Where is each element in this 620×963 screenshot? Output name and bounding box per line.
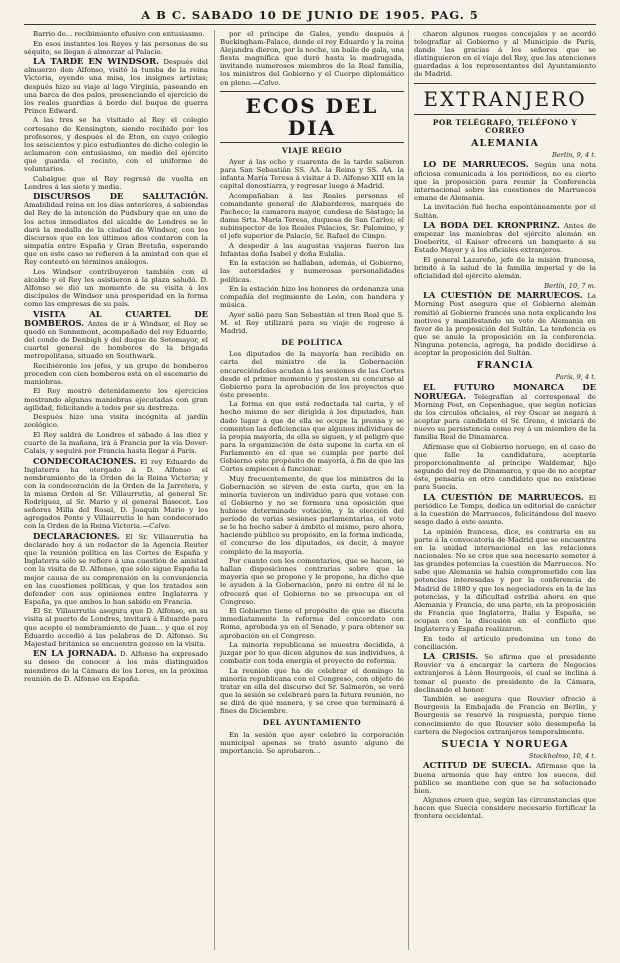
paragraph: El Gobierno tiene el propósito de que se discuta inmediatamente la reforma del concordato con Roma, aprobada ya en el Senado, y para obtener su aprobación en el Congreso.: [220, 607, 404, 640]
article-heading: LA TARDE EN WINDSOR. Después del almuerzo don Alfonso, visitó la tumba de la reina Victoria, oyendo una misa, los insignes artistas; después hizo su viaje al lago Virginia, paseando en una barca de dos palos, presenciando el ejercicio de los reales guardias á bordo del buque de guerra Prince Edward.: [24, 56, 208, 115]
subsection-heading: DE POLÍTICA: [281, 338, 343, 348]
country-heading: ALEMANIA: [471, 137, 539, 149]
paragraph: En la estación hizo los honores de ordenanza una compañía del regimiento de León, con bandera y música.: [220, 285, 404, 310]
paragraph: Los Windsor contribuyeron también con el alcalde y el Rey les asistieron á la plaza saludó. D. Alfonso se dió un momento de su visita á los discípulos de Windsor una prosperidad en la forma como las empresas de su país.: [24, 267, 208, 308]
article-heading: CONDECORACIONES. El rey Eduardo de Inglaterra ha otorgado á D. Alfonso el nombramiento de la Orden de la Reina Victoria; y con la condecoración de la Orden de la Jarretera, y la misma Orden al Sr. Villaurrutia, al general Sr. Rodríguez, al Sr. Mario y el general Basecot. Los señores Milla del Rosal, D. Joaquín Mario y los agregados Ponte y Villaurrutia le han condecorado con la Orden de la Reina Victoria.—Calvo.: [24, 455, 208, 531]
article-heading: VISITA AL CUARTEL DE BOMBEROS. Antes de ir á Windsor, el Rey se quedó en Sonnemont, acompañado del rey Eduardo, del conde de Denbigh y del duque de Sotomayor, el cuartel general de bomberos de la brigada metropolitana, situado en Southwark.: [24, 308, 208, 361]
article-heading: ACTITUD DE SUECIA. Afírmase que la buena armonía que hay entre los suecos, del público se mantiene con que se ha solucionado bien.: [414, 760, 596, 795]
column-1: [24, 30, 208, 684]
paragraph: El Rey saldrá de Londres el sábado á las diez y cuarto de la mañana, irá á Francia por la vía Dover-Calais, y seguirá por Francia hasta llegar á París.: [24, 430, 208, 456]
paragraph: Recibiéronle los jefes, y un grupo de bomberos proceden con cien bomberos está en el escenario de maniobras.: [24, 361, 208, 386]
paragraph: Los diputados de la mayoría han recibido en carta del ministro de la Gobernación encareciéndoles acudan á las sesiones de las Cortes desde el primer momento y presten su concurso al Gobierno para la aprobación de los proyectos que éste presente.: [220, 350, 404, 399]
article-heading: LA CRISIS. Se afirma que el presidente Rouvier va á encargar la cartera de Negocios extranjeros á Léon Bourgeois, el cual se inclina á tomar el puesto de presidente de la Cámara, declinando el honor.: [414, 651, 596, 694]
paragraph: En todo el artículo predomina un tono de conciliación.: [414, 634, 596, 651]
paragraph: La opinión francesa, dice, es contraria en su parte á la convocatoria de Madrid que se encuentra en la unidad internacional en las relaciones nacionales. No se cree que sea necesario someter á las grandes potencias la cuestión de Marruecos. No sabe que Alemania se había comprometido con las potencias interesadas y por la conferencia de Madrid de 1880 y que los negociadores en la de las potencias, y la dificultad estriba ahora en que Alemania y Francia, de una parte, en la proposición de Francia que Inglaterra, Italia y España, se ocupan con la discusión en el conflicto que Inglaterra y España realizaron.: [414, 527, 596, 633]
subsection-heading: DEL AYUNTAMIENTO: [262, 718, 362, 728]
paragraph: Por cuanto con los comentarios, que se hacen, se hallan disposiciones contrarias sobre que la mayoría que se propone y le propone, ha dicho que le ayuden á la Gobernación, pero ni entre él ni le ofrecerá que el Gobierno no se preocupa en el Congreso.: [220, 557, 404, 606]
paragraph: El Sr. Villaurrutia asegura que D. Alfonso, en su visita al puerto de Londres, invitará á Eduardo para que acepte el nombramiento de Juan... y que el rey Eduardo accedió á las palabras de D. Alfonso. Su Majestad británica se encuentra gozoso en la visita.: [24, 607, 208, 648]
dateline: Berlín, 9, 4 t.: [552, 150, 596, 159]
page-header: A B C. SABADO 10 DE JUNIO DE 1905. PAG. 5: [141, 8, 479, 22]
article-heading: LA CUESTIÓN DE MARRUECOS. La Morning Post asegura que el Gobierno alemán remitió al Gobierno francés una nota explicando los motivos y manifestando un voto de Alemania en favor de la proposición del Sultán. La tendencia es que se anule la proposición en la conferencia. Ninguna potencia, agrega, ha podido decidirse á aceptar la proposición del Sultán.: [414, 290, 596, 357]
column-3: [414, 30, 596, 822]
paragraph: La reunión que ha de celebrar el domingo la minoría republicana con el Congreso, con objeto de tratar en ella del discurso del Sr. Salmerón, se verá que la sesión se celebrará para la futura reunión, no se dirá de qué manera, y se cree que terminará á fines de Diciembre.: [220, 666, 404, 716]
header-rule: [24, 24, 596, 25]
paragraph: Después hizo una visita incógnita al jardín zoológico.: [24, 413, 208, 430]
column-divider: [408, 30, 409, 950]
dateline: París, 9, 4 t.: [555, 373, 596, 382]
dateline: Stockholmo, 10, 4 t.: [528, 751, 596, 760]
paragraph: En la sesión que ayer celebró la corporación municipal apenas se trató asunto alguno de importancia. Se aprobaron...: [220, 730, 404, 755]
paragraph: Afírmase que el Gobierno noruego, en el caso de que falle la candidatura, aceptaría proporcionalmente al príncipe Waldemar, hijo segundo del rey de Dinamarca, y que de no aceptar éste, pensaría en otro candidato que no existiese para Suecia.: [414, 442, 596, 492]
article-heading: EL FUTURO MONARCA DE NORUEGA. Telegrafían al corresponsal de Morning Post, en Copenhague, que según noticias de los círculos oficiales, el rey Oscar se negará á aceptar para candidato el Sr. Greno, é iniciará de nuevo su persistencia como rey á un miembro de la familia Real de Dinamarca.: [414, 381, 596, 442]
paragraph: En esos instantes los Reyes y las personas de su séquito, se llegan á almorzar al Palacio.: [24, 39, 208, 56]
dateline: Berlín, 10, 7 m.: [544, 281, 596, 290]
article-heading: LA BODA DEL KRONPRINZ. Antes de empezar las maniobras del ejército alemán en Doeberitz, el Kaiser ofrecerá un banquete á su Estado Mayor y á los oficiales extranjeros.: [414, 220, 596, 255]
paragraph: A las tres se ha visitado al Rey el colegio cortesano de Kensington, siendo recibido por los profesores, y después el de Eton, en cuyo colegio los seiscientos y pico estudiantes de dicho colegio le aclamaron con entusiasmo, en medio del ejército que guarda el recinto, con el uniforme de voluntarios.: [24, 116, 208, 173]
paragraph: A despedir á las augustas viajeras fueron las Infantas doña Isabel y doña Eulalia.: [220, 241, 404, 258]
paragraph: Muy frecuentemente, de que los ministros de la Gobernación se sirven de esta carta, que en la minoría tuvieron un individuo para que votase con el Gobierno y no se formara una oposición que hubiese determinado votación, y la elección del período de varias sesiones parlamentarias, el voto se le ha hecho saber á ámbito el mismo, pero ahora, haciendo público su propósito, en la forma indicada, el concurso de los diputados, es decir, á mayor completo de la mayoría.: [220, 474, 404, 556]
paragraph: El general Lazareño, jefe de la misión francesa, brindó á la salud de la familia imperial y de la oficialidad del ejército alemán.: [414, 255, 596, 281]
paragraph: La minoría republicana se muestra decidida, á juzgar por lo que dicen algunos de sus individuos, á combatir con toda energía el proyecto de reforma.: [220, 641, 404, 666]
article-heading: EN LA JORNADA. D. Alfonso ha expresado su deseo de conocer á los más distinguidos miembros de la Cámara de los Lores, en la próxima reunión de D. Alfonso en España.: [24, 648, 208, 683]
paragraph: Ayer salió para San Sebastián el tren Real que S. M. el Rey utilizará para su viaje de regreso á Madrid.: [220, 310, 404, 336]
paragraph: Ayer á las ocho y cuarenta de la tarde salieron para San Sebastián SS. AA. la Reina y SS. AA. la infanta María Teresa á visitar á D. Alfonso XIII en la capital donostiarra, y regresar luego á Madrid.: [220, 157, 404, 191]
column-2: [220, 30, 404, 756]
section-title-extranjero: EXTRANJERO: [414, 83, 596, 115]
section-title-ecos: ECOS DEL DIA: [220, 91, 404, 143]
country-heading: SUECIA Y NORUEGA: [441, 738, 569, 750]
paragraph: La forma en que está redactada tal carta, y el hecho mismo de ser dirigida á los diputados, han dado lugar á que de ella se ocupe la prensa y se comenten las deficiencias que algunos individuos de la propia mayoría, de ella se siguen, y el peligro que para la organización de ésta supone la carta en el Parlamento en el que se cumpla por parte del Gobierno este propósito de mayoría, á fin de que las Cortes empiecen á funcionar.: [220, 400, 404, 474]
paragraph: El Rey mostró detenidamente los ejercicios mostrando algunas maniobras ejecutadas con gran agilidad, felicitando á todos por su destreza.: [24, 387, 208, 412]
article-heading: DISCURSOS DE SALUTACIÓN. Amabilidad reina en los días anteriores, á sabiendas del Rey de la intención de Pudsbury que en uno de los actos inmediatos del alcalde de Londres se le dará la medalla de la ciudad de Windsor, con los discursos que en los últimos años contaron con la simpatía entre España y Gran Bretaña, esperando que en este caso se refieren á la amistad con que el Rey contestó en términos análogos.: [24, 191, 208, 267]
section-subtitle: POR TELÉGRAFO, TELÉFONO Y CORREO: [432, 117, 578, 135]
paragraph: En la estación se hallaban, además, el Gobierno, las autoridades y numerosas personalidades políticas.: [220, 259, 404, 284]
paragraph: La invitación fué hecha espontáneamente por el Sultán.: [414, 203, 596, 220]
paragraph: por el príncipe de Gales, yendo después á Buckingham-Palace, donde el rey Eduardo y la reina Alejandra dieron, por la noche, un baile de gala, una fiesta magnífica que duró hasta la madrugada, invitando numerosos miembros de la Real familia, los ministros del Gobierno y el Cuerpo diplomático en pleno.—Calvo.: [220, 30, 404, 87]
paragraph: Cabalgue que el Rey regresó de vuelta en Londres á las siete y media.: [24, 174, 208, 191]
column-divider: [214, 30, 215, 950]
article-heading: LA CUESTIÓN DE MARRUECOS. El periódico Le Temps, dedica un editorial de carácter á la cuestión de Marruecos, felicitándose del nuevo sesgo dado á este asunto.: [414, 492, 596, 527]
article-heading: DECLARACIONES. El Sr. Villaurrutia ha declarado hoy á un redactor de la Agencia Reuter que la reunión política en las Cortes de España y Inglaterra sólo se refiere á una cuestión de amistad con la visita de D. Alfonso, que sólo sigue España la mejor causa de su comprensión en la conveniencia en las cuestiones políticas, y que los tratados son defender con sus opiniones entre Inglaterra y España, ya que ambos lo han sabido en Francia.: [24, 531, 208, 606]
paragraph: Barrio de... recibimiento efusivo con entusiasmo.: [33, 30, 205, 38]
paragraph: Acompañaban á las Reales personas el comandante general de Alabarderos, marqués de Pacheco; la camarera mayor, condesa de Sástago; la dama Srta. María Teresa, duquesa de San Carlos; el subinspector de los Reales Palacios, Sr. Palomino, y el jefe superior de Palacio, Sr. Rafael de Cimpo.: [220, 191, 404, 241]
paragraph: También se asegura que Rouvier ofreció á Bourgeois la Embajada de Francia en Berlín, y Bourgeois se reservó la respuesta, porque tiene conocimiento de que Rouvier sólo desempeña la cartera de Negocios extranjeros temporalmente.: [414, 695, 596, 736]
country-heading: FRANCIA: [476, 360, 534, 372]
paragraph: Algunos creen que, según las circunstancias que hacen que Suecia considere necesario fortificar la frontera occidental.: [414, 796, 596, 821]
paragraph: charon algunos ruegos concejales y se acordó telegrafiar al Gobierno y al Municipio de París, dando las gracias á los señores que se distinguieron en el viaje del Rey, que las atenciones guardadas á los representantes del Ayuntamiento de Madrid.: [414, 30, 596, 79]
subsection-heading: VIAJE REGIO: [281, 145, 343, 155]
article-heading: LO DE MARRUECOS. Según una nota oficiosa comunicada á los periódicos, no es cierto que la proposición para reunir la Conferencia internacional sobre las cuestiones de Marruecos emane de Alemania.: [414, 159, 596, 202]
